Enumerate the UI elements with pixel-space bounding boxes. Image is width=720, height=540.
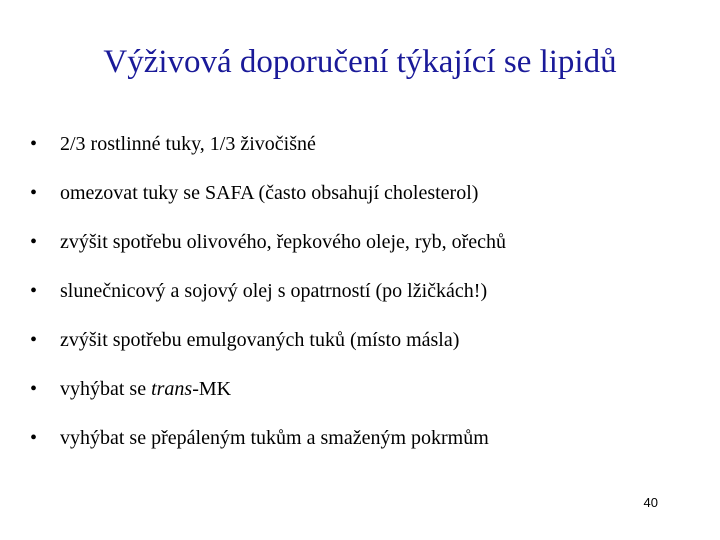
bullet-text: omezovat tuky se SAFA (často obsahují cholesterol) bbox=[60, 182, 479, 204]
bullet-text-italic: trans bbox=[151, 378, 193, 400]
page-number: 40 bbox=[643, 495, 658, 510]
bullet-text: zvýšit spotřebu emulgovaných tuků (místo másla) bbox=[60, 329, 460, 351]
bullet-text-prefix: vyhýbat se bbox=[60, 378, 152, 400]
list-item bbox=[30, 223, 700, 272]
bullet-icon: • bbox=[30, 231, 38, 253]
bullet-text: zvýšit spotřebu olivového, řepkového oleje, ryb, ořechů bbox=[60, 231, 506, 253]
list-item bbox=[30, 419, 700, 468]
list-item bbox=[30, 125, 700, 174]
bullet-text-suffix: -MK bbox=[192, 378, 232, 400]
slide-title: Výživová doporučení týkající se lipidů bbox=[103, 44, 617, 80]
list-item bbox=[30, 272, 700, 321]
bullet-icon: • bbox=[30, 427, 38, 449]
bullet-list bbox=[30, 125, 700, 468]
bullet-icon: • bbox=[30, 329, 38, 351]
bullet-text: 2/3 rostlinné tuky, 1/3 živočišné bbox=[60, 133, 316, 155]
list-item bbox=[30, 174, 700, 223]
list-item bbox=[30, 370, 700, 419]
bullet-icon: • bbox=[30, 133, 38, 155]
bullet-text bbox=[60, 378, 231, 400]
bullet-text: vyhýbat se přepáleným tukům a smaženým pokrmům bbox=[60, 427, 489, 449]
bullet-icon: • bbox=[30, 182, 38, 204]
bullet-text: slunečnicový a sojový olej s opatrností (po lžičkách!) bbox=[60, 280, 488, 302]
list-item bbox=[30, 321, 700, 370]
bullet-icon: • bbox=[30, 378, 38, 400]
bullet-icon: • bbox=[30, 280, 38, 302]
